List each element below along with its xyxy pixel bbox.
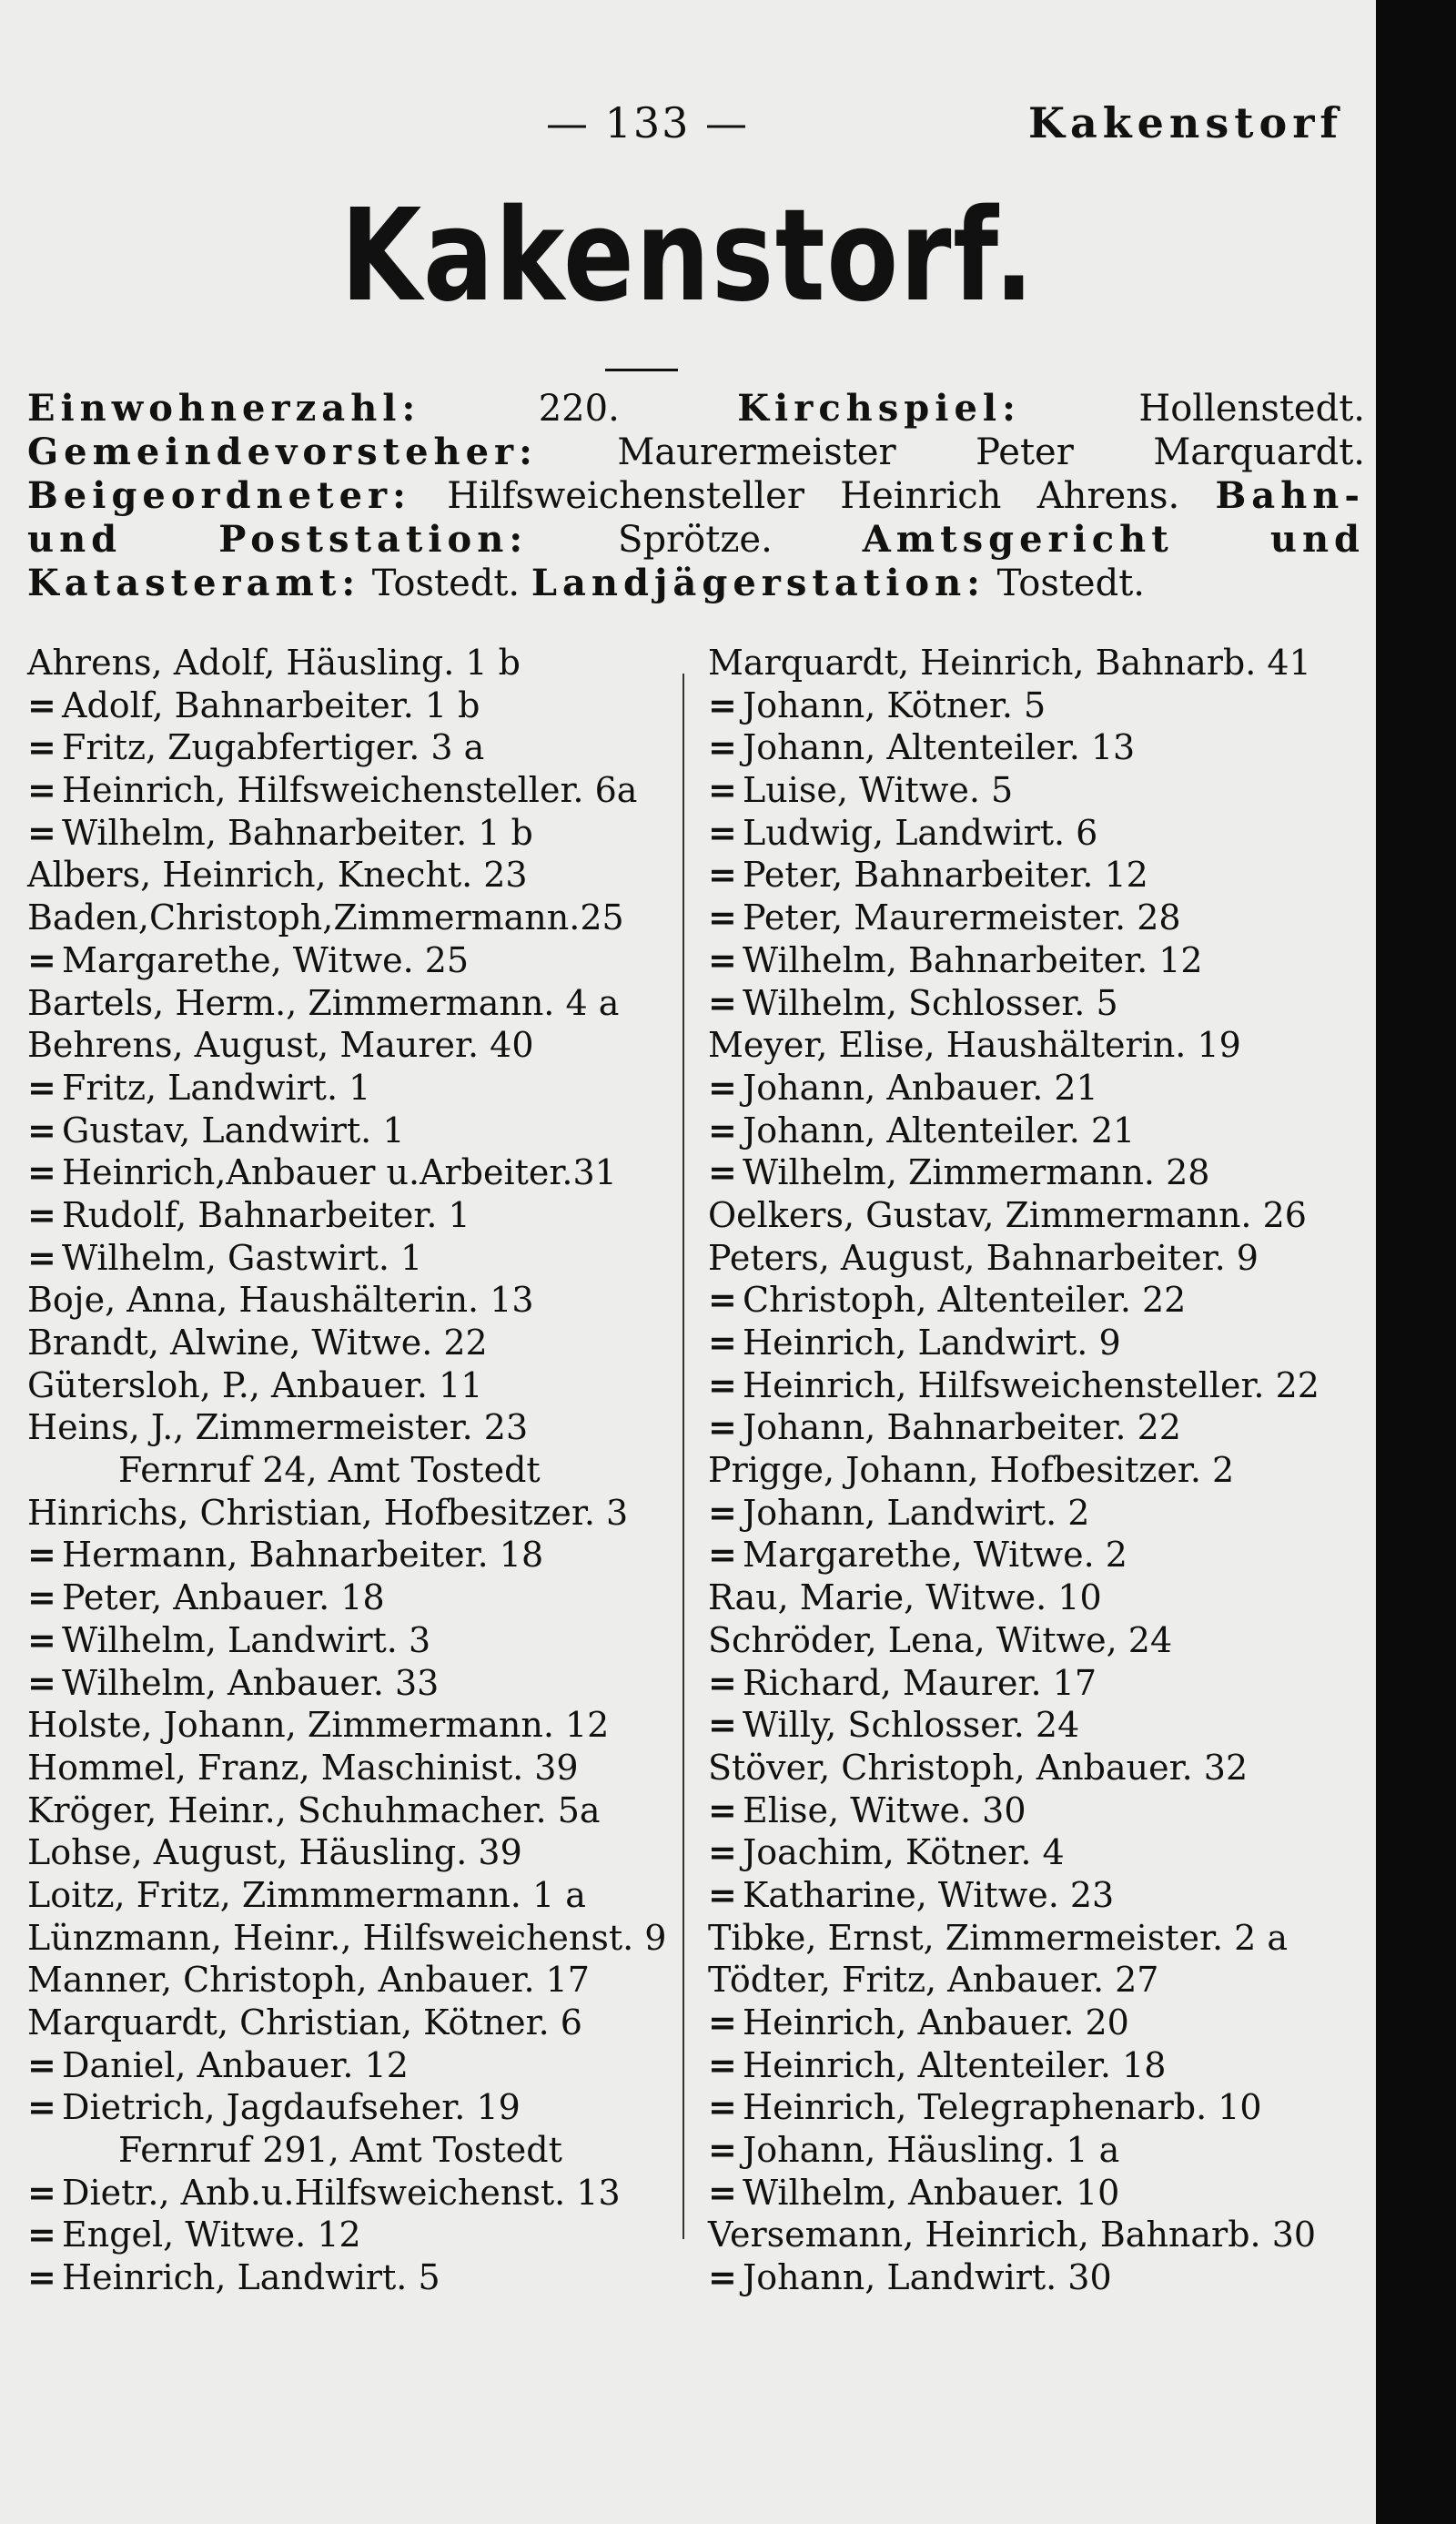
ditto-mark: = [27,1193,56,1235]
entry-text: Daniel, Anbauer. 12 [62,2044,409,2085]
directory-entry [27,1704,673,1747]
directory-entry [27,1110,673,1152]
entry-text: Engel, Witwe. 12 [62,2215,361,2255]
entry-text: Johann, Landwirt. 2 [743,1492,1090,1533]
directory-entry [27,642,673,684]
entry-text: Hinrichs, Christian, Hofbesitzer. 3 [27,1492,629,1533]
entry-text: Richard, Maurer. 17 [743,1662,1097,1703]
entry-text: Dietrich, Jagdaufseher. 19 [62,2087,521,2128]
entry-text: Margarethe, Witwe. 2 [743,1535,1127,1576]
ditto-mark: = [708,1491,737,1533]
entry-text: Tödter, Fritz, Anbauer. 27 [708,1960,1159,2001]
ditto-mark: = [708,811,737,853]
phone-note [27,2129,673,2172]
intro-value: Maurermeister Peter Marquardt. [537,431,1365,473]
ditto-mark: = [708,1322,737,1363]
entry-text: Joachim, Kötner. 4 [743,1832,1065,1873]
entry-text: Johann, Altenteiler. 21 [743,1110,1136,1150]
entry-text: Peters, August, Bahnarbeiter. 9 [708,1237,1259,1278]
entry-text: Johann, Landwirt. 30 [743,2257,1112,2298]
intro-value: Tostedt. [360,563,531,604]
entry-text: Heins, J., Zimmermeister. 23 [27,1407,529,1448]
directory-entry [27,1406,673,1449]
directory-entry [27,1789,673,1832]
ditto-mark: = [708,2086,737,2128]
directory-entry [708,1110,1367,1152]
ditto-mark: = [27,1151,56,1193]
entry-text: Ludwig, Landwirt. 6 [743,812,1098,853]
directory-entry [27,2044,673,2087]
directory-entry [27,1364,673,1407]
intro-value: Tostedt. [985,563,1145,604]
directory-entry [708,642,1367,684]
title-rule [605,369,678,371]
directory-entry [27,2172,673,2215]
directory-entry [708,1874,1367,1917]
entry-text: Fernruf 291, Amt Tostedt [118,2130,562,2171]
entry-text: Wilhelm, Anbauer. 10 [743,2172,1120,2213]
entry-text: Peter, Maurermeister. 28 [743,897,1181,938]
ditto-mark: = [708,938,737,980]
directory-entry [708,939,1367,982]
entry-text: Tibke, Ernst, Zimmermeister. 2 a [708,1917,1289,1958]
entry-text: Lohse, August, Häusling. 39 [27,1832,522,1873]
directory-entry [708,854,1367,897]
directory-entry [27,982,673,1025]
ditto-mark: = [27,2214,56,2255]
ditto-mark: = [708,1109,737,1150]
directory-entry [27,1959,673,2002]
directory-entry [27,2214,673,2256]
directory-entry [27,684,673,727]
entry-text: Heinrich, Landwirt. 5 [62,2257,440,2298]
intro-label: Beigeordneter: [27,474,411,517]
entry-text: Willy, Schlosser. 24 [743,1705,1080,1746]
ditto-mark: = [27,1576,56,1618]
ditto-mark: = [27,2256,56,2298]
ditto-mark: = [708,1661,737,1703]
directory-entry [708,1704,1367,1747]
intro-label: Einwohnerzahl: [27,387,421,430]
entry-text: Oelkers, Gustav, Zimmermann. 26 [708,1194,1307,1235]
entry-text: Heinrich, Hilfsweichensteller. 6a [62,770,638,811]
entry-text: Stöver, Christoph, Anbauer. 32 [708,1747,1249,1788]
ditto-mark: = [708,981,737,1023]
entry-text: Holste, Johann, Zimmermann. 12 [27,1705,610,1746]
entry-text: Johann, Kötner. 5 [743,684,1046,725]
directory-entry [708,1194,1367,1237]
directory-entry [27,812,673,855]
column-divider [682,674,684,2239]
entry-text: Peter, Anbauer. 18 [62,1577,385,1618]
entry-text: Brandt, Alwine, Witwe. 22 [27,1323,488,1363]
entry-text: Johann, Anbauer. 21 [743,1067,1098,1108]
entry-text: Wilhelm, Anbauer. 33 [62,1662,440,1703]
directory-entry [708,1662,1367,1705]
directory-entry [708,2086,1367,2129]
entry-text: Heinrich, Hilfsweichensteller. 22 [743,1364,1320,1405]
page-number: — 133 — [546,98,750,147]
directory-entry [27,1619,673,1662]
directory-entry [27,854,673,897]
intro-label: Landjägerstation: [531,562,986,604]
directory-entry [27,1747,673,1789]
directory-entry [708,1492,1367,1535]
ditto-mark: = [27,1066,56,1108]
entry-text: Heinrich, Landwirt. 9 [743,1323,1121,1363]
entry-text: Behrens, August, Maurer. 40 [27,1025,534,1066]
directory-entry [27,1024,673,1067]
ditto-mark: = [27,1534,56,1576]
directory-entry [27,1194,673,1237]
entry-text: Johann, Bahnarbeiter. 22 [743,1407,1181,1448]
directory-entry [708,1406,1367,1449]
entry-text: Kröger, Heinr., Schuhmacher. 5a [27,1789,601,1830]
directory-entry [27,1874,673,1917]
entry-text: Albers, Heinrich, Knecht. 23 [27,855,528,896]
directory-entry [27,1237,673,1280]
entry-text: Johann, Häusling. 1 a [743,2130,1120,2171]
ditto-mark: = [27,1109,56,1150]
entry-text: Hermann, Bahnarbeiter. 18 [62,1535,544,1576]
entry-text: Bartels, Herm., Zimmermann. 4 a [27,982,620,1023]
directory-entry [708,1831,1367,1874]
intro-value: Hollenstedt. [1020,388,1365,430]
directory-entry [27,1576,673,1619]
phone-note [27,1449,673,1492]
directory-entry [708,2214,1367,2256]
entry-text: Johann, Altenteiler. 13 [743,727,1136,768]
ditto-mark: = [708,1534,737,1576]
ditto-mark: = [708,684,737,725]
entry-text: Elise, Witwe. 30 [743,1789,1026,1830]
directory-entry [708,1067,1367,1110]
directory-entry [27,2256,673,2299]
intro-label: Bahn- und Poststation: [27,474,1365,561]
ditto-mark: = [708,1831,737,1873]
ditto-mark: = [27,769,56,811]
directory-entry [27,2002,673,2044]
entry-text: Wilhelm, Bahnarbeiter. 1 b [62,812,533,853]
entry-text: Rudolf, Bahnarbeiter. 1 [62,1194,470,1235]
intro-label: Gemeindevorsteher: [27,431,538,473]
directory-entry [27,939,673,982]
directory-entry [708,1024,1367,1067]
directory-entry [27,1492,673,1535]
ditto-mark: = [27,1661,56,1703]
directory-entry [708,897,1367,939]
ditto-mark: = [27,2086,56,2128]
ditto-mark: = [27,684,56,725]
ditto-mark: = [708,1279,737,1321]
right-column [708,642,1367,2299]
directory-entry [708,1747,1367,1789]
directory-entry [708,1619,1367,1662]
directory-entry [27,1322,673,1364]
directory-entry [708,1322,1367,1364]
ditto-mark: = [27,811,56,853]
ditto-mark: = [27,726,56,768]
entry-text: Wilhelm, Landwirt. 3 [62,1619,431,1660]
ditto-mark: = [27,938,56,980]
entry-text: Baden,Christoph,Zimmermann.25 [27,897,624,938]
directory-entry [708,1279,1367,1322]
ditto-mark: = [708,1363,737,1405]
entry-text: Wilhelm, Schlosser. 5 [743,982,1118,1023]
directory-entry [708,2172,1367,2215]
ditto-mark: = [708,2171,737,2213]
entry-text: Luise, Witwe. 5 [743,770,1014,811]
ditto-mark: = [708,1406,737,1448]
intro-value: Sprötze. [528,519,863,561]
entry-text: Christoph, Altenteiler. 22 [743,1280,1187,1321]
entry-text: Adolf, Bahnarbeiter. 1 b [62,684,480,725]
entry-text: Rau, Marie, Witwe. 10 [708,1577,1102,1618]
entry-text: Meyer, Elise, Haushälterin. 19 [708,1025,1241,1066]
intro-value: Hilfsweichensteller Heinrich Ahrens. [410,475,1216,517]
entry-text: Prigge, Johann, Hofbesitzer. 2 [708,1450,1235,1491]
ditto-mark: = [27,2043,56,2085]
ditto-mark: = [708,897,737,938]
directory-entry [708,726,1367,769]
intro-value: 220. [420,388,738,430]
ditto-mark: = [708,726,737,768]
ditto-mark: = [27,1236,56,1278]
entry-text: Marquardt, Christian, Kötner. 6 [27,2002,582,2043]
entry-text: Dietr., Anb.u.Hilfsweichenst. 13 [62,2172,621,2213]
entry-text: Wilhelm, Gastwirt. 1 [62,1237,423,1278]
directory-entry [27,1534,673,1576]
directory-entry [708,769,1367,812]
directory-entry [708,1534,1367,1576]
directory-entry [708,1237,1367,1280]
ditto-mark: = [708,1151,737,1193]
entry-text: Loitz, Fritz, Zimmmermann. 1 a [27,1874,586,1915]
entry-text: Manner, Christoph, Anbauer. 17 [27,1960,590,2001]
ditto-mark: = [708,1873,737,1915]
entry-text: Katharine, Witwe. 23 [743,1874,1115,1915]
entry-text: Versemann, Heinrich, Bahnarb. 30 [708,2215,1317,2255]
entry-text: Heinrich, Altenteiler. 18 [743,2044,1167,2085]
intro-paragraph [27,387,1365,605]
ditto-mark: = [708,854,737,896]
directory-entry [27,2086,673,2129]
directory-entry [27,726,673,769]
left-column [27,642,673,2299]
intro-label: Kirchspiel: [737,387,1021,430]
entry-text: Margarethe, Witwe. 25 [62,939,470,980]
directory-entry [708,1917,1367,1960]
directory-entry [708,1959,1367,2002]
entry-text: Heinrich, Anbauer. 20 [743,2002,1129,2043]
directory-entry [708,1151,1367,1194]
entry-text: Heinrich,Anbauer u.Arbeiter.31 [62,1152,617,1193]
directory-entry [708,982,1367,1025]
entry-text: Marquardt, Heinrich, Bahnarb. 41 [708,643,1311,683]
ditto-mark: = [708,769,737,811]
directory-entry [708,1789,1367,1832]
directory-entry [27,897,673,939]
directory-entry [708,2129,1367,2172]
ditto-mark: = [708,1704,737,1746]
directory-entry [708,2002,1367,2044]
directory-entry [27,1067,673,1110]
ditto-mark: = [708,1066,737,1108]
ditto-mark: = [708,2002,737,2043]
entry-text: Fritz, Landwirt. 1 [62,1067,371,1108]
directory-entry [708,2256,1367,2299]
entry-text: Fernruf 24, Amt Tostedt [118,1450,541,1491]
entry-text: Lünzmann, Heinr., Hilfsweichenst. 9 [27,1917,667,1958]
ditto-mark: = [708,1789,737,1830]
directory-entry [27,1917,673,1960]
entry-text: Fritz, Zugabfertiger. 3 a [62,727,485,768]
intro-label: Amtsgericht und Katasteramt: [27,518,1365,604]
entry-text: Heinrich, Telegraphenarb. 10 [743,2087,1262,2128]
entry-text: Gütersloh, P., Anbauer. 11 [27,1364,483,1405]
entry-text: Wilhelm, Zimmermann. 28 [743,1152,1210,1193]
entry-text: Boje, Anna, Haushälterin. 13 [27,1280,534,1321]
ditto-mark: = [708,2043,737,2085]
ditto-mark: = [27,2171,56,2213]
directory-entry [27,1151,673,1194]
directory-entry [708,1449,1367,1492]
directory-entry [708,684,1367,727]
directory-entry [27,1279,673,1322]
entry-text: Hommel, Franz, Maschinist. 39 [27,1747,579,1788]
directory-entry [708,1364,1367,1407]
ditto-mark: = [708,2256,737,2298]
directory-entry [708,1576,1367,1619]
directory-entry [27,1831,673,1874]
entry-text: Schröder, Lena, Witwe, 24 [708,1619,1173,1660]
entry-text: Peter, Bahnarbeiter. 12 [743,855,1148,896]
directory-entry [708,812,1367,855]
running-head: Kakenstorf [1028,98,1344,147]
scan-edge [1376,0,1456,2524]
directory-entry [708,2044,1367,2087]
ditto-mark: = [708,2129,737,2171]
entry-text: Wilhelm, Bahnarbeiter. 12 [743,939,1203,980]
directory-entry [27,1662,673,1705]
entry-text: Gustav, Landwirt. 1 [62,1110,405,1150]
page-title: Kakenstorf. [340,182,1036,330]
entry-text: Ahrens, Adolf, Häusling. 1 b [27,643,521,683]
ditto-mark: = [27,1618,56,1660]
directory-entry [27,769,673,812]
